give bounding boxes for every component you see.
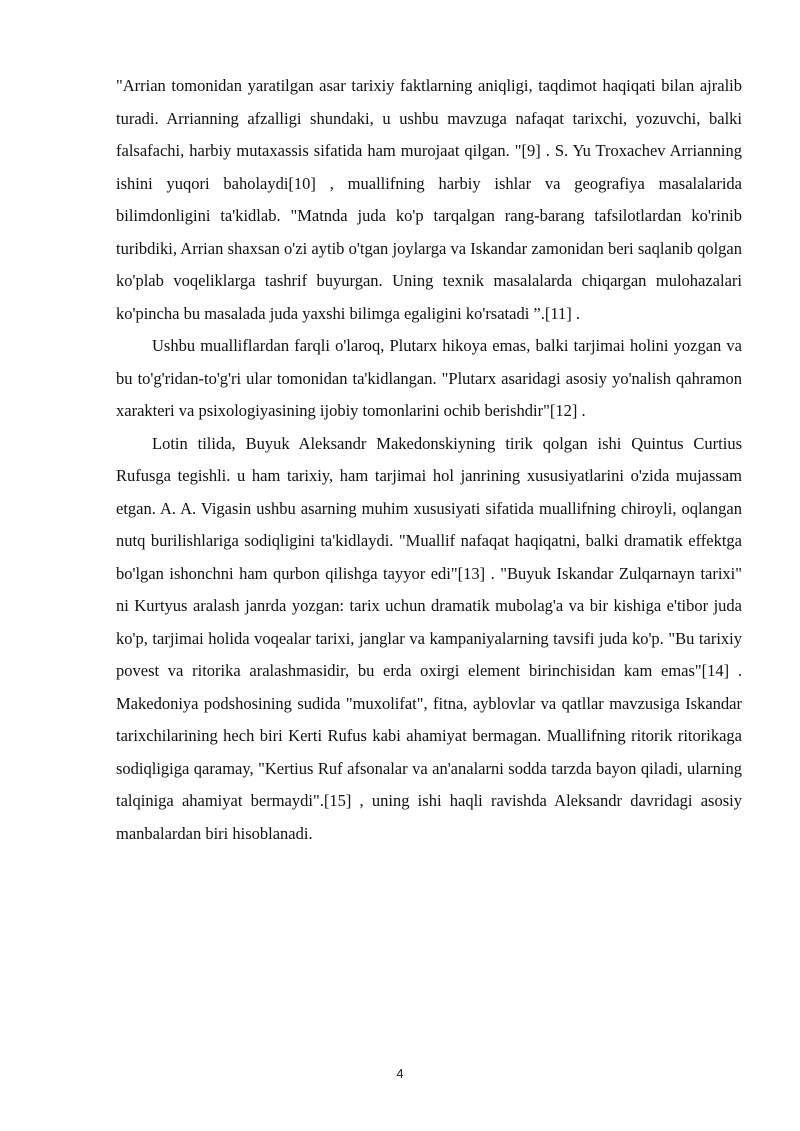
page-number: 4 bbox=[396, 1066, 404, 1081]
paragraph-plutarch: Ushbu mualliflardan farqli o'laroq, Plutarx hikoya emas, balki tarjimai holini yozgan va bu to'g'ridan-to'g'ri ular tomonidan ta'kidlangan. "Plutarx asaridagi asosiy yo'nalish qahramon xarakteri va psixologiyasining ijobiy tomonlarini ochib berishdir"[12] . bbox=[116, 336, 742, 420]
paragraph-curtius: Lotin tilida, Buyuk Aleksandr Makedonskiyning tirik qolgan ishi Quintus Curtius Rufusga tegishli. u ham tarixiy, ham tarjimai hol janrining xususiyatlarini o'zida mujassam etgan. A. A. Vigasin ushbu asarning muhim xususiyati sifatida muallifning chiroyli, oqlangan nutq burilishlariga sodiqligini ta'kidlaydi. "Muallif nafaqat haqiqatni, balki dramatik effektga bo'lgan ishonchni ham qurbon qilishga tayyor edi"[13] . "Buyuk Iskandar Zulqarnayn tarixi" ni Kurtyus aralash janrda yozgan: tarix uchun dramatik mubolag'a va bir kishiga e'tibor juda ko'p, tarjimai holida voqealar tarixi, janglar va kampaniyalarning tavsifi juda ko'p. "Bu tarixiy povest va ritorika aralashmasidir, bu erda oxirgi element birinchisidan kam emas"[14] . Makedoniya podshosining sudida "muxolifat", fitna, ayblovlar va qatllar mavzusiga Iskandar tarixchilarining hech biri Kerti Rufus kabi ahamiyat bermagan. Muallifning ritorik ritorikaga sodiqligiga qaramay, "Kertius Ruf afsonalar va an'analarni sodda tarzda bayon qiladi, ularning talqiniga ahamiyat bermaydi".[15] , uning ishi haqli ravishda Aleksandr davridagi asosiy manbalardan biri hisoblanadi. bbox=[116, 433, 742, 843]
paragraph-arrian: "Arrian tomonidan yaratilgan asar tarixiy faktlarning aniqligi, taqdimot haqiqati bilan ajralib turadi. Arrianning afzalligi shundaki, u ushbu mavzuga nafaqat tarixchi, yozuvchi, balki falsafachi, harbiy mutaxassis sifatida ham murojaat qilgan. "[9] . S. Yu Troxachev Arrianning ishini yuqori baholaydi[10] , muallifning harbiy ishlar va geografiya masalalarida bilimdonligini ta'kidlab. "Matnda juda ko'p tarqalgan rang-barang tafsilotlardan ko'rinib turibdiki, Arrian shaxsan o'zi aytib o'tgan joylarga va Iskandar zamonidan beri saqlanib qolgan ko'plab voqeliklarga tashrif buyurgan. Uning texnik masalalarda chiqargan mulohazalari ko'pincha bu masalada juda yaxshi bilimga egaligini ko'rsatadi ”.[11] . bbox=[116, 76, 742, 323]
body-text bbox=[116, 70, 742, 850]
